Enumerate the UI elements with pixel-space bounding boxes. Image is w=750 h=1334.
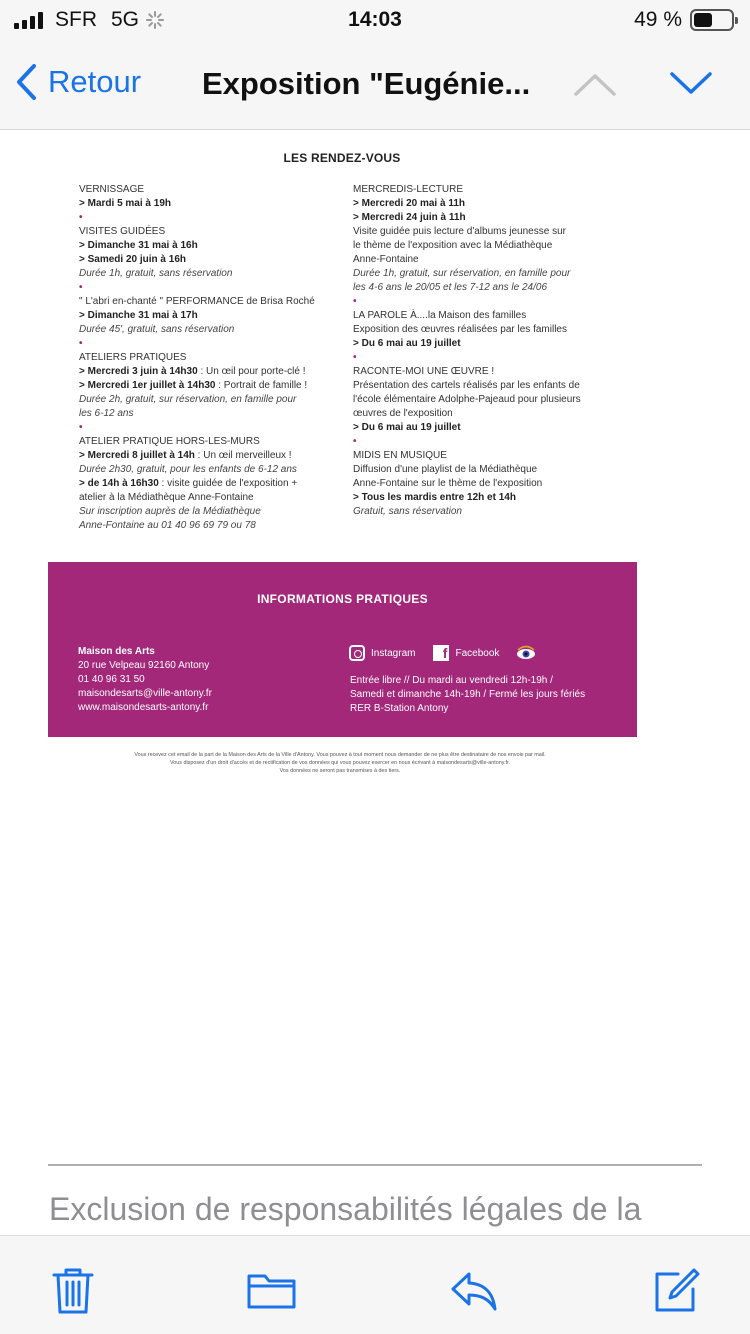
left-event-line-bold: > de 14h à 16h30 — [79, 478, 159, 489]
clock: 14:03 — [348, 8, 402, 31]
legal-notice — [60, 751, 620, 775]
left-event-line — [79, 449, 341, 463]
left-event-line: VISITES GUIDÉES — [79, 226, 166, 237]
left-event-line: > Dimanche 31 mai à 17h — [79, 310, 198, 321]
legal-line-3: Vos données ne seront pas transmises à des tiers. — [279, 768, 401, 774]
opening-hours — [350, 674, 585, 716]
left-event-line: > Dimanche 31 mai à 16h — [79, 240, 198, 251]
venue-contact — [78, 645, 212, 715]
chevron-down-icon — [668, 68, 714, 100]
right-event-line: > Mercredi 20 mai à 11h — [353, 198, 466, 209]
venue-name: Maison des Arts — [78, 646, 155, 657]
left-event-line-bold: > Mercredi 3 juin à 14h30 — [79, 366, 198, 377]
chevron-up-icon — [572, 68, 618, 100]
reply-icon — [449, 1266, 499, 1316]
left-event-line: • — [79, 282, 83, 293]
next-message-button[interactable] — [668, 68, 714, 105]
left-event-line: Durée 2h, gratuit, sur réservation, en famille pour — [79, 394, 297, 405]
right-event-line: œuvres de l'exposition — [353, 408, 453, 419]
left-event-line: > Samedi 20 juin à 16h — [79, 254, 186, 265]
legal-line-2: Vous disposez d'un droit d'accès et de rectification de vos données qui vous pouvez exercer en nous écrivant à maisondesarts@ville-antony.fr. — [169, 760, 511, 766]
right-event-line: > Mercredi 24 juin à 11h — [353, 212, 466, 223]
network-label: 5G — [111, 8, 140, 31]
back-label: Retour — [48, 64, 142, 99]
right-event-line: MERCREDIS-LECTURE — [353, 184, 464, 195]
left-event-line: Durée 45', gratuit, sans réservation — [79, 324, 235, 335]
right-event-line: • — [353, 352, 357, 363]
info-heading: INFORMATIONS PRATIQUES — [257, 592, 428, 606]
venue-address: 20 rue Velpeau 92160 Antony — [78, 660, 210, 671]
move-to-folder-button[interactable] — [246, 1266, 298, 1316]
folder-icon — [246, 1266, 298, 1316]
right-event-line: > Du 6 mai au 19 juillet — [353, 422, 461, 433]
divider — [48, 1164, 702, 1166]
nav-bar — [0, 42, 750, 130]
email-body — [0, 131, 750, 1235]
events-right-column — [353, 183, 623, 519]
compose-icon — [652, 1266, 702, 1316]
right-event-line: Anne-Fontaine sur le thème de l'exposition — [353, 478, 543, 489]
right-event-line: Gratuit, sans réservation — [353, 506, 462, 517]
right-event-line: le thème de l'exposition avec la Médiathèque — [353, 240, 553, 251]
venue-phone[interactable]: 01 40 96 31 50 — [78, 674, 145, 685]
left-event-line — [79, 477, 341, 491]
right-event-line: l'école élémentaire Adolphe-Pajeaud pour plusieurs — [353, 394, 581, 405]
left-event-line: Durée 1h, gratuit, sans réservation — [79, 268, 233, 279]
left-event-line: les 6-12 ans — [79, 408, 134, 419]
left-event-line: • — [79, 422, 83, 433]
right-event-line: Durée 1h, gratuit, sur réservation, en famille pour — [353, 268, 571, 279]
left-event-line: ATELIER PRATIQUE HORS-LES-MURS — [79, 436, 260, 447]
left-event-line — [79, 365, 341, 379]
left-event-line-rest: : Un œil merveilleux ! — [194, 450, 292, 461]
right-event-line: les 4-6 ans le 20/05 et les 7-12 ans le 24/06 — [353, 282, 548, 293]
trash-icon — [48, 1266, 98, 1316]
rendezvous-heading: LES RENDEZ-VOUS — [283, 151, 401, 165]
left-event-line-rest: : Portrait de famille ! — [215, 380, 308, 391]
battery-percent: 49 % — [634, 8, 682, 31]
instagram-icon[interactable] — [349, 645, 365, 661]
right-event-line: Exposition des œuvres réalisées par les familles — [353, 324, 567, 335]
transport-info: RER B-Station Antony — [350, 703, 449, 714]
left-event-line-bold: > Mercredi 8 juillet à 14h — [79, 450, 195, 461]
right-event-line: MIDIS EN MUSIQUE — [353, 450, 447, 461]
delete-button[interactable] — [48, 1266, 98, 1316]
left-event-line: Anne-Fontaine au 01 40 96 69 79 ou 78 — [79, 520, 256, 531]
right-event-line: • — [353, 436, 357, 447]
right-event-line: Anne-Fontaine — [353, 254, 419, 265]
right-event-line: • — [353, 296, 357, 307]
left-event-line: atelier à la Médiathèque Anne-Fontaine — [79, 492, 254, 503]
battery-icon — [690, 9, 734, 31]
hours-line-1: Entrée libre // Du mardi au vendredi 12h-19h / — [350, 675, 553, 686]
status-right — [634, 8, 734, 32]
venue-website[interactable]: www.maisondesarts-antony.fr — [78, 702, 209, 713]
left-event-line-rest: : Un œil pour porte-clé ! — [197, 366, 306, 377]
right-event-line: Présentation des cartels réalisés par les enfants de — [353, 380, 580, 391]
left-event-line: " L'abri en-chanté " PERFORMANCE de Brisa Roché — [79, 296, 315, 307]
left-event-line: Durée 2h30, gratuit, pour les enfants de 6-12 ans — [79, 464, 297, 475]
back-button[interactable] — [14, 62, 141, 102]
facebook-icon[interactable]: f — [433, 645, 449, 661]
left-event-line: Sur inscription auprès de la Médiathèque — [79, 506, 261, 517]
instagram-link[interactable]: Instagram — [371, 647, 416, 659]
right-event-line: > Tous les mardis entre 12h et 14h — [353, 492, 516, 503]
status-bar — [0, 0, 750, 42]
chevron-left-icon — [14, 62, 38, 102]
eye-logo-icon[interactable] — [515, 644, 537, 662]
facebook-link[interactable]: Facebook — [455, 647, 500, 659]
hours-line-2: Samedi et dimanche 14h-19h / Fermé les jours fériés — [350, 689, 586, 700]
right-event-line: Visite guidée puis lecture d'albums jeunesse sur — [353, 226, 566, 237]
venue-email[interactable]: maisondesarts@ville-antony.fr — [78, 688, 212, 699]
legal-line-1: Vous recevez cet email de la part de la Maison des Arts de la Ville d'Antony. Vous pouvez à tout moment nous demander de ne plus être destinataire de nos envois par mail. — [134, 752, 546, 758]
left-event-line: • — [79, 338, 83, 349]
practical-info-panel — [48, 562, 637, 737]
reply-button[interactable] — [449, 1266, 499, 1316]
left-event-line-rest: : visite guidée de l'exposition + — [158, 478, 298, 489]
events-left-column — [79, 183, 341, 533]
carrier-label: SFR — [55, 8, 97, 31]
social-links — [349, 644, 537, 662]
right-event-line: > Du 6 mai au 19 juillet — [353, 338, 461, 349]
left-event-line: ATELIERS PRATIQUES — [79, 352, 187, 363]
left-event-line-bold: > Mercredi 1er juillet à 14h30 — [79, 380, 216, 391]
right-event-line: RACONTE-MOI UNE ŒUVRE ! — [353, 366, 495, 377]
left-event-line: • — [79, 212, 83, 223]
message-title: Exposition "Eugénie... — [202, 66, 531, 101]
left-event-line — [79, 379, 341, 393]
left-event-line: VERNISSAGE — [79, 184, 145, 195]
disclaimer-text: Exclusion de responsabilités légales de la — [49, 1191, 642, 1227]
right-event-line: Diffusion d'une playlist de la Médiathèque — [353, 464, 538, 475]
previous-message-button[interactable] — [572, 68, 618, 105]
bottom-toolbar — [0, 1235, 750, 1334]
right-event-line: LA PAROLE À....la Maison des familles — [353, 310, 527, 321]
compose-button[interactable] — [652, 1266, 702, 1316]
left-event-line: > Mardi 5 mai à 19h — [79, 198, 171, 209]
